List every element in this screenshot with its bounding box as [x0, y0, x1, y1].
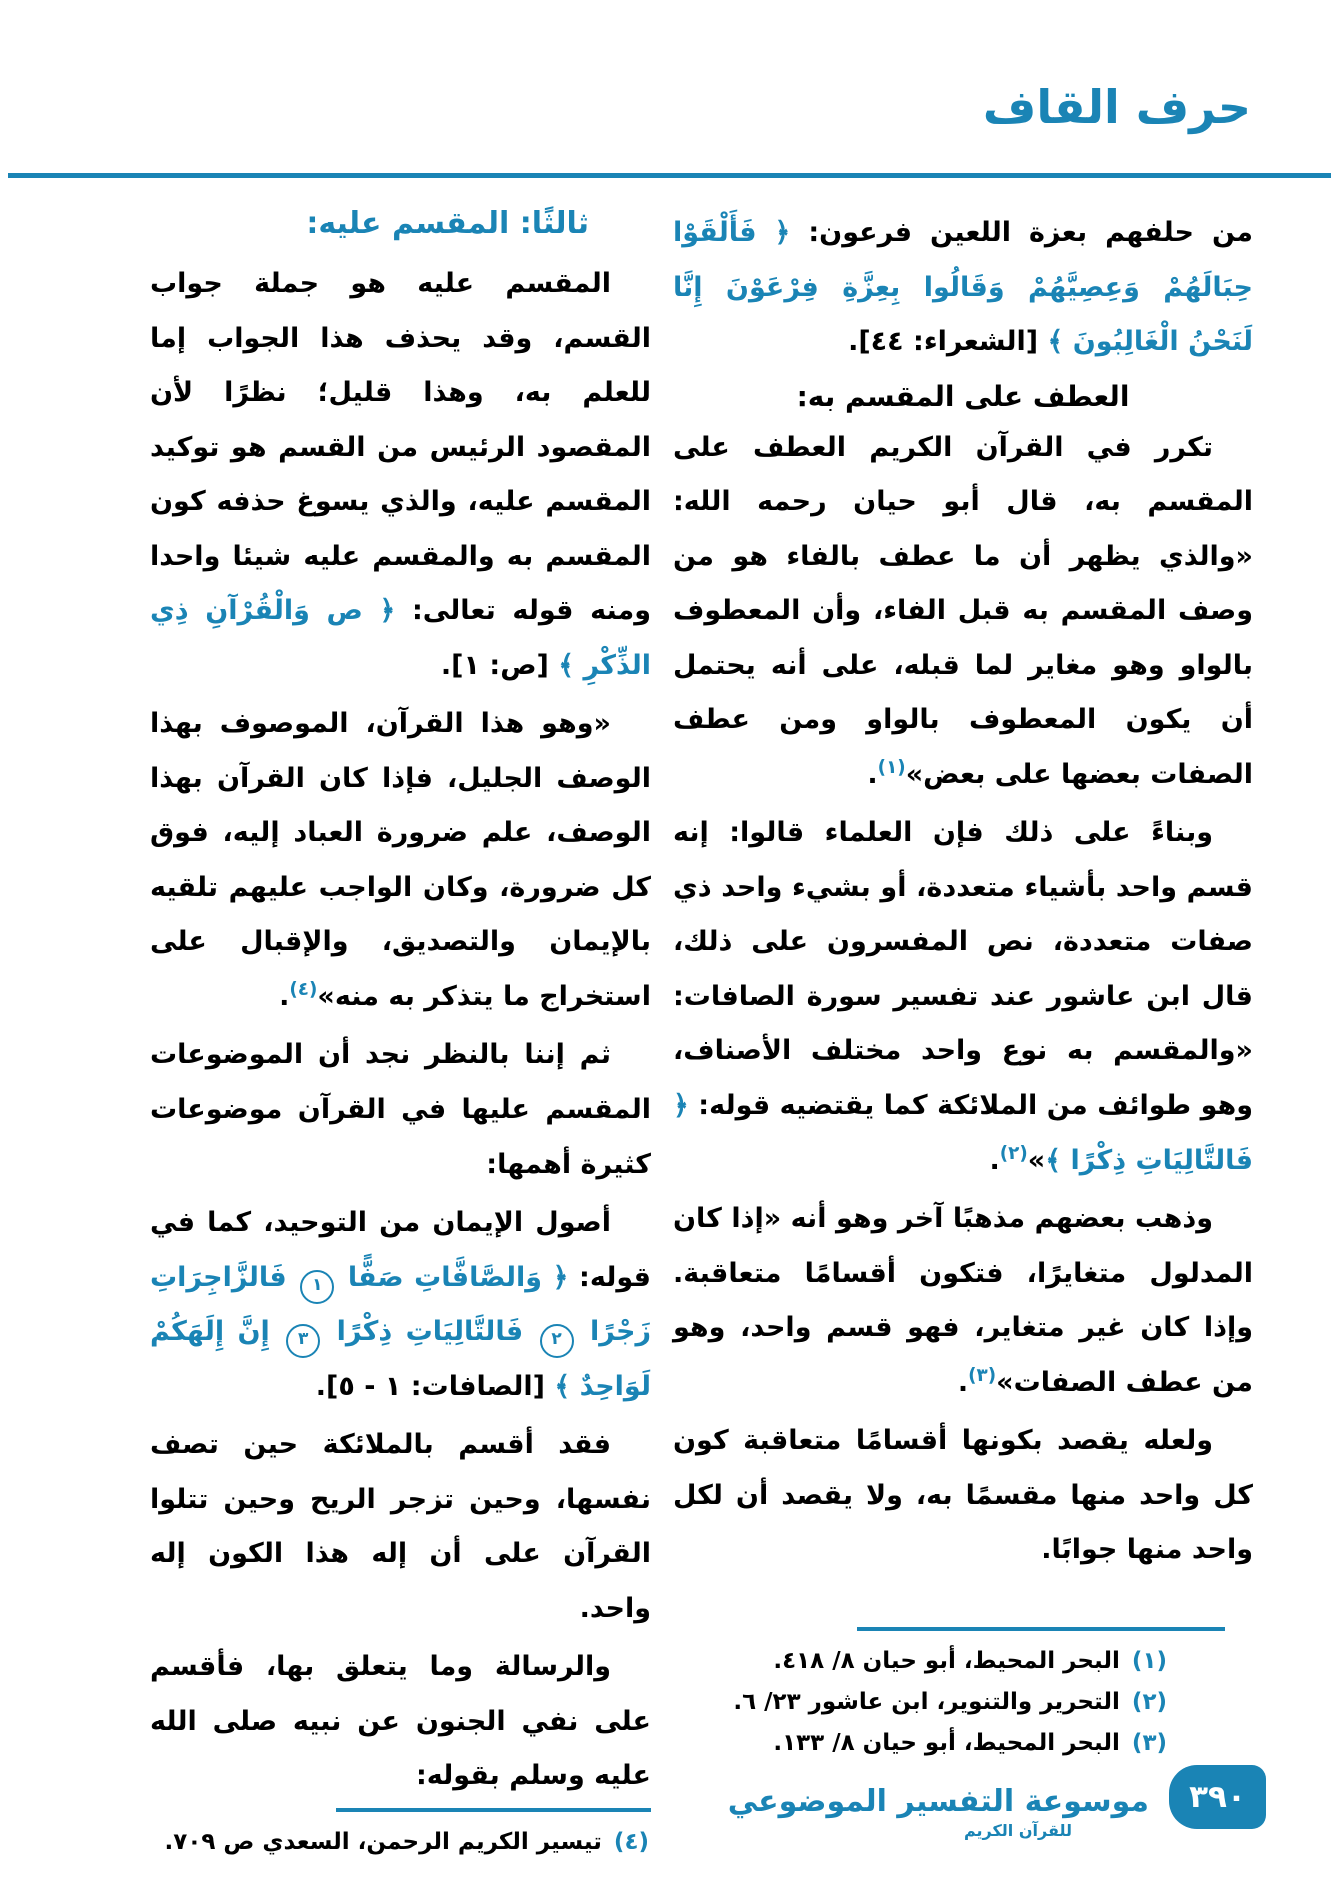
footnote-divider: [336, 1808, 651, 1812]
paragraph: [150, 697, 651, 1024]
verse-number-ornament: ١: [300, 1270, 334, 1304]
body-text: وذهب بعضهم مذهبًا آخر وهو أنه «إذا كان المدلول متغايرًا، فتكون أقسامًا متعاقبة. وإذا كان غير متغاير، فهو قسم واحد، وهو من عطف الصفات»: [673, 1203, 1253, 1398]
footnote-marker: (٣): [968, 1364, 997, 1386]
paragraph-continuation: [673, 206, 1253, 370]
footnote-divider: [857, 1627, 1225, 1631]
body-text: »: [1027, 1144, 1046, 1176]
verse-reference: [ص: ١].: [440, 649, 559, 681]
footnotes-right: [673, 1627, 1253, 1764]
page-number-badge: ٣٩٠: [1169, 1765, 1266, 1829]
body-text: من حلفهم بعزة اللعين فرعون:: [790, 217, 1253, 248]
footnote-number: (٤): [613, 1828, 649, 1855]
paragraph: والرسالة وما يتعلق بها، فأقسم على نفي الجنون عن نبيه صلى الله عليه وسلم بقوله:: [150, 1651, 651, 1792]
verse-reference: [الشعراء: ٤٤].: [848, 326, 1048, 358]
body-text: أصول الإيمان من التوحيد، كما في قوله:: [150, 1207, 651, 1293]
footnote-number: (١): [1131, 1648, 1167, 1675]
quran-verse: ﴿ فَأَلْقَوْا حِبَالَهُمْ وَعِصِيَّهُمْ وَقَالُوا بِعِزَّةِ فِرْعَوْنَ إِنَّا لَنَحْنُ الْغَالِبُونَ ﴾: [673, 217, 1253, 358]
quran-verse: ﴿ ص وَالْقُرْآنِ ذِي الذِّكْرِ ﴾: [150, 595, 651, 681]
paragraph: [673, 421, 1253, 803]
footnote-marker: (١): [877, 756, 906, 778]
quran-verse: ﴿ وَالصَّافَّاتِ صَفًّا: [337, 1261, 569, 1293]
paragraph: [673, 1192, 1253, 1410]
footnote-item: [673, 1641, 1167, 1682]
body-text: «وهو هذا القرآن، الموصوف بهذا الوصف الجليل، فإذا كان القرآن بهذا الوصف، علم ضرورة العباد إليه، فوق كل ضرورة، وكان الواجب عليهم تلقيه بالإيمان والتصديق، والإقبال على استخراج ما يتذكر به منه»: [150, 708, 651, 1012]
paragraph: [150, 257, 651, 693]
logo-subtitle: للقرآن الكريم: [963, 1821, 1073, 1840]
paragraph: [150, 1196, 651, 1414]
body-text: .: [957, 1366, 969, 1398]
footnote-marker: (٢): [999, 1142, 1028, 1164]
quran-verse: فَالزَّاجِرَاتِ زَجْرًا: [150, 1261, 651, 1348]
footnotes-left: [150, 1808, 651, 1863]
quran-verse: إِنَّ إِلَهَكُمْ لَوَاحِدٌ ﴾: [150, 1316, 651, 1402]
footnote-number: (٣): [1131, 1730, 1167, 1757]
paragraph: فقد أقسم بالملائكة حين تصف نفسها، وحين تزجر الريح وحين تتلوا القرآن على أن إله هذا الكون إله واحد.: [150, 1429, 651, 1624]
section-heading: العطف على المقسم به:: [796, 379, 1130, 413]
footnote-number: (٢): [1131, 1689, 1167, 1716]
verse-number-ornament: ٣: [286, 1324, 320, 1358]
chapter-title: حرف القاف: [982, 80, 1251, 134]
paragraph: ولعله يقصد بكونها أقسامًا متعاقبة كون كل واحد منها مقسمًا به، ولا يقصد أن لكل واحد منها جوابًا.: [673, 1425, 1253, 1566]
body-text: .: [867, 758, 878, 790]
paragraph: [673, 806, 1253, 1188]
section-heading-teal: ثالثًا: المقسم عليه:: [306, 206, 589, 241]
body-text: تكرر في القرآن الكريم العطف على المقسم به، قال أبو حيان رحمه الله: «والذي يظهر أن ما عطف بالفاء هو من وصف المقسم به قبل الفاء، وأن المعطوف بالواو وهو مغاير لما قبله، على أنه يحتمل أن يكون المعطوف بالواو ومن عطف الصفات بعضها على بعض»: [673, 431, 1253, 790]
header-divider: [8, 173, 1331, 178]
column-right: [673, 206, 1253, 1764]
footnote-list: [673, 1641, 1253, 1764]
body-text: وبناءً على ذلك فإن العلماء قالوا: إنه قسم واحد بأشياء متعددة، أو بشيء واحد ذي صفات متعددة، نص المفسرون على ذلك، قال ابن عاشور عند تفسير سورة الصافات: «والمقسم به نوع واحد مختلف الأصناف، وهو طوائف من الملائكة كما يقتضيه قوله:: [673, 817, 1253, 1121]
logo-calligraphy: موسوعة التفسير الموضوعي: [727, 1783, 1149, 1819]
footnote-text: تيسير الكريم الرحمن، السعدي ص ٧٠٩.: [164, 1828, 602, 1855]
body-text: .: [989, 1144, 1000, 1176]
footnote-item: [673, 1723, 1167, 1764]
footnote-text: البحر المحيط، أبو حيان ٨/ ٤١٨.: [773, 1648, 1120, 1675]
footnote-item: [673, 1682, 1167, 1723]
publisher-logo: [727, 1783, 1149, 1841]
footnote-list: [150, 1822, 651, 1863]
column-left: [150, 206, 651, 1855]
footnote-text: البحر المحيط، أبو حيان ٨/ ١٣٣.: [773, 1730, 1120, 1757]
footnote-item: [150, 1822, 649, 1863]
quran-verse: فَالتَّالِيَاتِ ذِكْرًا: [323, 1316, 537, 1348]
quran-verse: ﴿ فَالتَّالِيَاتِ ذِكْرًا ﴾: [673, 1089, 1253, 1176]
paragraph: ثم إننا بالنظر نجد أن الموضوعات المقسم عليها في القرآن موضوعات كثيرة أهمها:: [150, 1039, 651, 1180]
body-text: المقسم عليه هو جملة جواب القسم، وقد يحذف هذا الجواب إما للعلم به، وهذا قليل؛ نظرًا لأن المقصود الرئيس من القسم هو توكيد المقسم عليه، والذي يسوغ حذفه كون المقسم به والمقسم عليه شيئا واحدا ومنه قوله تعالى:: [150, 268, 651, 627]
footnote-marker: (٤): [289, 978, 318, 1000]
verse-reference: [الصافات: ١ - ٥].: [315, 1370, 555, 1402]
verse-number-ornament: ٢: [540, 1324, 574, 1358]
footnote-text: التحرير والتنوير، ابن عاشور ٢٣/ ٦.: [733, 1689, 1120, 1716]
body-text: .: [279, 980, 290, 1012]
